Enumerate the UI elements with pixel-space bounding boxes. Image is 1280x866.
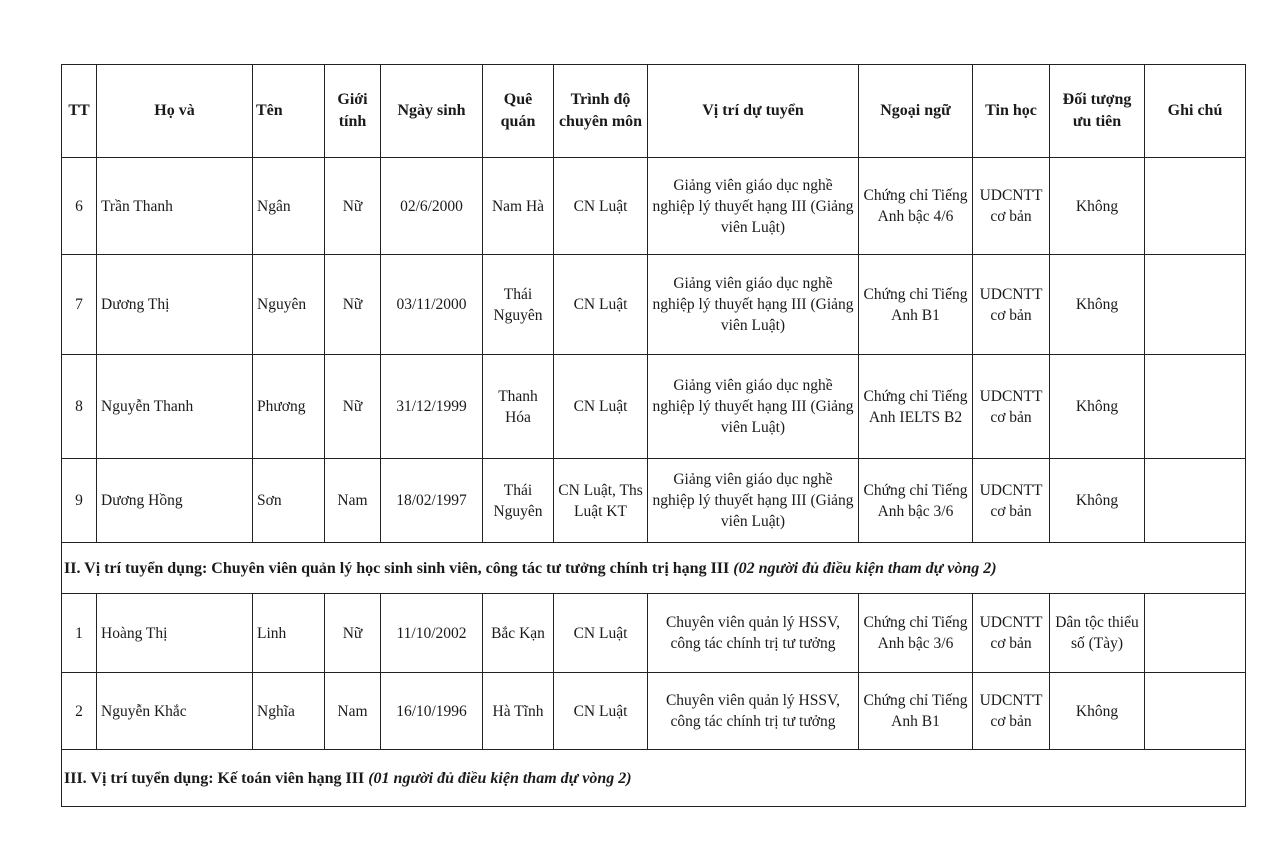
foreign-language-cell: Chứng chỉ Tiếng Anh IELTS B2 — [859, 355, 973, 459]
gender-cell: Nam — [325, 673, 381, 750]
header-cell: Giới tính — [325, 65, 381, 158]
header-cell: Đối tượng ưu tiên — [1050, 65, 1145, 158]
priority-group-cell: Không — [1050, 255, 1145, 355]
section-heading-row — [62, 750, 1246, 807]
given-name-cell: Linh — [253, 594, 325, 673]
hometown-cell: Bắc Kạn — [483, 594, 554, 673]
candidate-table — [61, 64, 1246, 807]
note-cell — [1145, 158, 1246, 255]
header-cell: Họ và — [97, 65, 253, 158]
header-cell: TT — [62, 65, 97, 158]
note-cell — [1145, 355, 1246, 459]
family-middle-name-cell: Dương Thị — [97, 255, 253, 355]
given-name-cell: Phương — [253, 355, 325, 459]
hometown-cell: Nam Hà — [483, 158, 554, 255]
birth-date-cell: 18/02/1997 — [381, 459, 483, 543]
given-name-cell: Sơn — [253, 459, 325, 543]
foreign-language-cell: Chứng chỉ Tiếng Anh bậc 3/6 — [859, 459, 973, 543]
qualification-cell: CN Luật — [554, 594, 648, 673]
section-title: II. Vị trí tuyển dụng: Chuyên viên quản lý học sinh sinh viên, công tác tư tưởng chính trị hạng III — [64, 559, 730, 577]
family-middle-name-cell: Nguyễn Thanh — [97, 355, 253, 459]
document-page — [61, 64, 1245, 806]
qualification-cell: CN Luật — [554, 355, 648, 459]
birth-date-cell: 03/11/2000 — [381, 255, 483, 355]
foreign-language-cell: Chứng chỉ Tiếng Anh bậc 4/6 — [859, 158, 973, 255]
section-heading — [62, 543, 1246, 594]
table-row — [62, 355, 1246, 459]
priority-group-cell: Không — [1050, 158, 1145, 255]
header-cell: Ghi chú — [1145, 65, 1246, 158]
hometown-cell: Hà Tĩnh — [483, 673, 554, 750]
qualification-cell: CN Luật — [554, 158, 648, 255]
it-skill-cell: UDCNTT cơ bản — [973, 255, 1050, 355]
position-cell: Giảng viên giáo dục nghề nghiệp lý thuyết hạng III (Giảng viên Luật) — [648, 459, 859, 543]
note-cell — [1145, 673, 1246, 750]
hometown-cell: Thanh Hóa — [483, 355, 554, 459]
position-cell: Giảng viên giáo dục nghề nghiệp lý thuyết hạng III (Giảng viên Luật) — [648, 255, 859, 355]
section-title: III. Vị trí tuyển dụng: Kế toán viên hạng III — [64, 769, 365, 787]
position-cell: Giảng viên giáo dục nghề nghiệp lý thuyết hạng III (Giảng viên Luật) — [648, 158, 859, 255]
priority-group-cell: Không — [1050, 355, 1145, 459]
family-middle-name-cell: Dương Hồng — [97, 459, 253, 543]
foreign-language-cell: Chứng chỉ Tiếng Anh B1 — [859, 255, 973, 355]
table-row — [62, 594, 1246, 673]
it-skill-cell: UDCNTT cơ bản — [973, 673, 1050, 750]
it-skill-cell: UDCNTT cơ bản — [973, 459, 1050, 543]
table-row — [62, 459, 1246, 543]
header-cell: Quê quán — [483, 65, 554, 158]
qualification-cell: CN Luật — [554, 673, 648, 750]
priority-group-cell: Không — [1050, 459, 1145, 543]
foreign-language-cell: Chứng chỉ Tiếng Anh bậc 3/6 — [859, 594, 973, 673]
header-cell: Trình độ chuyên môn — [554, 65, 648, 158]
family-middle-name-cell: Trần Thanh — [97, 158, 253, 255]
position-cell: Chuyên viên quản lý HSSV, công tác chính trị tư tưởng — [648, 673, 859, 750]
birth-date-cell: 31/12/1999 — [381, 355, 483, 459]
table-row — [62, 673, 1246, 750]
gender-cell: Nữ — [325, 355, 381, 459]
it-skill-cell: UDCNTT cơ bản — [973, 594, 1050, 673]
qualification-cell: CN Luật — [554, 255, 648, 355]
it-skill-cell: UDCNTT cơ bản — [973, 158, 1050, 255]
section-note: (02 người đủ điều kiện tham dự vòng 2) — [733, 559, 997, 577]
birth-date-cell: 11/10/2002 — [381, 594, 483, 673]
family-middle-name-cell: Hoàng Thị — [97, 594, 253, 673]
gender-cell: Nữ — [325, 255, 381, 355]
header-cell: Vị trí dự tuyển — [648, 65, 859, 158]
it-skill-cell: UDCNTT cơ bản — [973, 355, 1050, 459]
section-note: (01 người đủ điều kiện tham dự vòng 2) — [368, 769, 632, 787]
table-row — [62, 255, 1246, 355]
section-heading — [62, 750, 1246, 807]
gender-cell: Nữ — [325, 158, 381, 255]
birth-date-cell: 02/6/2000 — [381, 158, 483, 255]
header-cell: Tin học — [973, 65, 1050, 158]
position-cell: Chuyên viên quản lý HSSV, công tác chính trị tư tưởng — [648, 594, 859, 673]
row-number-cell: 9 — [62, 459, 97, 543]
header-row — [62, 65, 1246, 158]
family-middle-name-cell: Nguyễn Khắc — [97, 673, 253, 750]
birth-date-cell: 16/10/1996 — [381, 673, 483, 750]
table-row — [62, 158, 1246, 255]
row-number-cell: 7 — [62, 255, 97, 355]
section-heading-row — [62, 543, 1246, 594]
given-name-cell: Ngân — [253, 158, 325, 255]
note-cell — [1145, 459, 1246, 543]
note-cell — [1145, 594, 1246, 673]
gender-cell: Nữ — [325, 594, 381, 673]
header-cell: Tên — [253, 65, 325, 158]
given-name-cell: Nguyên — [253, 255, 325, 355]
note-cell — [1145, 255, 1246, 355]
row-number-cell: 2 — [62, 673, 97, 750]
given-name-cell: Nghĩa — [253, 673, 325, 750]
foreign-language-cell: Chứng chỉ Tiếng Anh B1 — [859, 673, 973, 750]
header-cell: Ngoại ngữ — [859, 65, 973, 158]
priority-group-cell: Dân tộc thiểu số (Tày) — [1050, 594, 1145, 673]
header-cell: Ngày sinh — [381, 65, 483, 158]
row-number-cell: 6 — [62, 158, 97, 255]
qualification-cell: CN Luật, Ths Luật KT — [554, 459, 648, 543]
row-number-cell: 1 — [62, 594, 97, 673]
priority-group-cell: Không — [1050, 673, 1145, 750]
hometown-cell: Thái Nguyên — [483, 255, 554, 355]
hometown-cell: Thái Nguyên — [483, 459, 554, 543]
gender-cell: Nam — [325, 459, 381, 543]
position-cell: Giảng viên giáo dục nghề nghiệp lý thuyết hạng III (Giảng viên Luật) — [648, 355, 859, 459]
row-number-cell: 8 — [62, 355, 97, 459]
